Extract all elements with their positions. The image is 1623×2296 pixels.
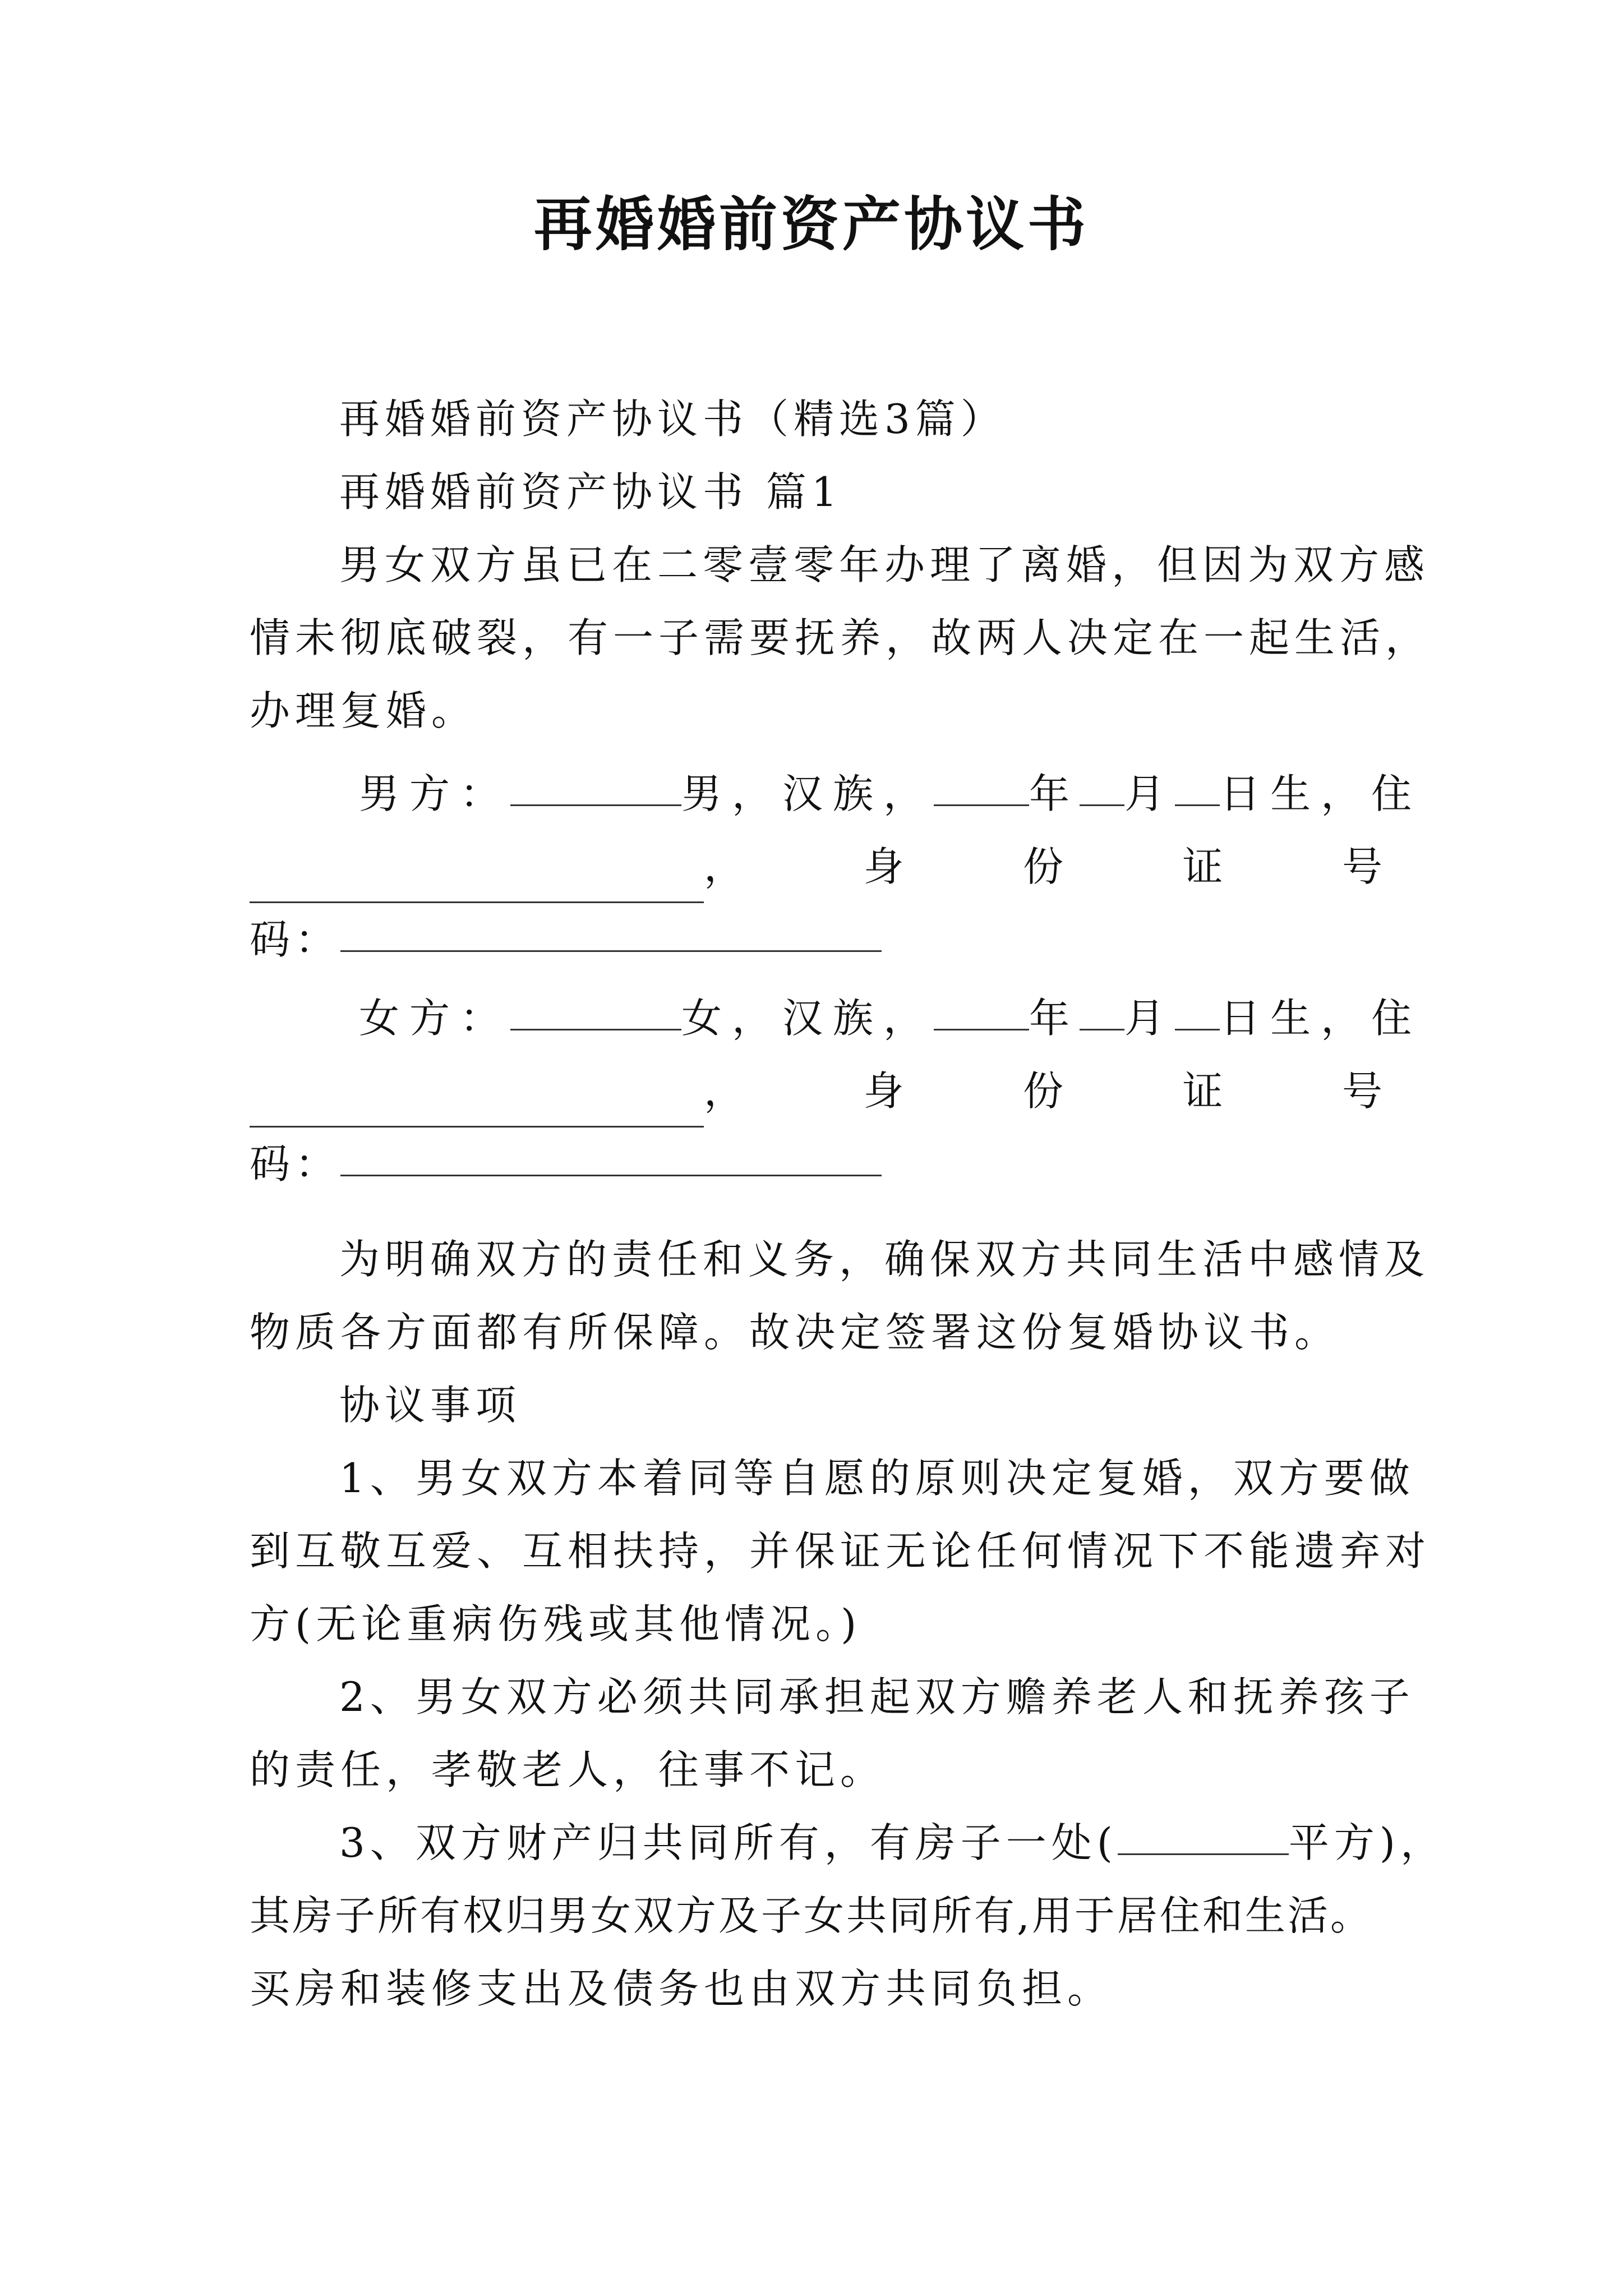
paragraph-line: 为明确双方的责任和义务，确保双方共同生活中感情及 bbox=[339, 1236, 1430, 1283]
female-info-line bbox=[359, 982, 1422, 1055]
male-label: 男方： bbox=[359, 770, 511, 817]
paragraph-line: 情未彻底破裂，有一子需要抚养，故两人决定在一起生活， bbox=[250, 614, 1431, 661]
clause-1-line: 方(无论重病伤残或其他情况。) bbox=[250, 1600, 862, 1648]
male-code-line: 码： bbox=[250, 903, 1382, 976]
section-heading: 再婚婚前资产协议书 篇1 bbox=[339, 468, 842, 516]
female-day-blank bbox=[1175, 982, 1220, 1030]
clause-3-line: 3、双方财产归共同所有，有房子一处( 平方)， bbox=[339, 1806, 1382, 1879]
male-year-blank bbox=[934, 757, 1029, 806]
male-month: 月 bbox=[1124, 770, 1175, 817]
clause-2-line: 的责任，孝敬老人，往事不记。 bbox=[250, 1746, 886, 1793]
male-day-blank bbox=[1175, 757, 1220, 806]
female-code-line: 码： bbox=[250, 1128, 1382, 1200]
male-id-blank bbox=[340, 903, 882, 952]
paragraph-line: 办理复婚。 bbox=[250, 687, 477, 734]
clause-2-line: 2、男女双方必须共同承担起双方赡养老人和抚养孩子 bbox=[339, 1673, 1415, 1720]
male-day: 日生，住 bbox=[1220, 770, 1422, 817]
female-id-blank bbox=[340, 1128, 882, 1176]
paragraph-line: 男女双方虽已在二零壹零年办理了离婚，但因为双方感 bbox=[339, 541, 1430, 588]
female-id-line: ， 身 份 证 号 bbox=[250, 1055, 1382, 1128]
clause-3-line: 其房子所有权归男女双方及子女共同所有,用于居住和生活。 bbox=[250, 1892, 1373, 1939]
clause-1-line: 到互敬互爱、互相扶持，并保证无论任何情况下不能遗弃对 bbox=[250, 1527, 1431, 1575]
female-month: 月 bbox=[1124, 995, 1175, 1042]
female-year: 年 bbox=[1029, 995, 1080, 1042]
male-name-blank bbox=[510, 757, 681, 806]
male-year: 年 bbox=[1029, 770, 1080, 817]
female-year-blank bbox=[934, 982, 1029, 1030]
paragraph-line: 物质各方面都有所保障。故决定签署这份复婚协议书。 bbox=[250, 1309, 1340, 1356]
house-area-blank bbox=[1118, 1806, 1289, 1855]
female-gender: 女，汉族， bbox=[681, 995, 934, 1042]
female-label: 女方： bbox=[359, 995, 511, 1042]
male-address-blank bbox=[250, 854, 704, 903]
female-month-blank bbox=[1080, 982, 1124, 1030]
male-id-line: ， 身 份 证 号 bbox=[250, 830, 1382, 903]
male-info-line bbox=[359, 757, 1422, 830]
female-address-blank bbox=[250, 1079, 704, 1128]
clause-3-line: 买房和装修支出及债务也由双方共同负担。 bbox=[250, 1965, 1113, 2012]
agreement-heading: 协议事项 bbox=[339, 1382, 522, 1429]
clause-1-line: 1、男女双方本着同等自愿的原则决定复婚，双方要做 bbox=[339, 1455, 1415, 1502]
male-gender: 男，汉族， bbox=[681, 770, 934, 817]
female-name-blank bbox=[510, 982, 681, 1030]
female-day: 日生，住 bbox=[1220, 995, 1422, 1042]
subtitle: 再婚婚前资产协议书（精选3篇） bbox=[339, 395, 1006, 443]
male-month-blank bbox=[1080, 757, 1124, 806]
document-title: 再婚婚前资产协议书 bbox=[533, 190, 1089, 259]
